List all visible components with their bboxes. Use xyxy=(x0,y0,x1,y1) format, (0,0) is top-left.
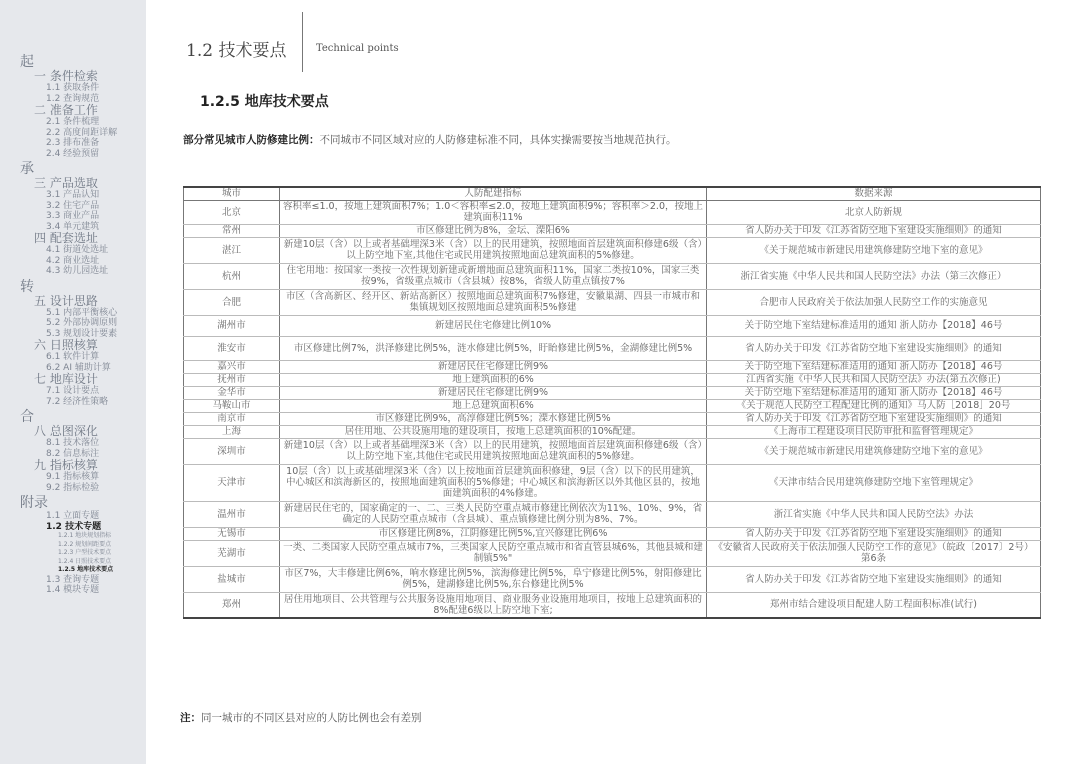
source-cell: 《上海市工程建设项目民防审批和监督管理规定》 xyxy=(707,425,1041,438)
ratio-cell: 市区修建比例9%，高淳修建比例5%；溧水修建比例5% xyxy=(280,412,707,425)
sidebar-item[interactable]: 3.2 住宅产品 xyxy=(46,200,100,211)
sidebar-item[interactable]: 承 xyxy=(20,161,34,177)
table-header-cell: 城市 xyxy=(184,187,280,200)
source-cell: 浙江省实施《中华人民共和国人民防空法》办法 xyxy=(707,501,1041,527)
table-row xyxy=(184,237,1041,263)
footnote-text: 同一城市的不同区县对应的人防比例也会有差别 xyxy=(201,712,422,724)
city-cell: 马鞍山市 xyxy=(184,399,280,412)
ratio-cell: 容积率≤1.0，按地上建筑面积7%；1.0＜容积率≤2.0，按地上建筑面积9%；容积率＞2.0，按地上建筑面积11% xyxy=(280,200,707,224)
sidebar-item[interactable]: 合 xyxy=(20,409,34,425)
sidebar-item[interactable]: 3.4 单元建筑 xyxy=(46,221,100,232)
table-row xyxy=(184,200,1041,224)
ratio-cell: 地上建筑面积的6% xyxy=(280,373,707,386)
city-cell: 抚州市 xyxy=(184,373,280,386)
sidebar-item[interactable]: 4.3 幼儿园选址 xyxy=(46,266,109,276)
ratio-cell: 市区7%，大丰修建比例6%，响水修建比例5%，滨海修建比例5%，阜宁修建比例5%，射阳修建比例5%，建湖修建比例5%,东台修建比例5% xyxy=(280,566,707,592)
source-cell: 《关于规范城市新建民用建筑修建防空地下室的意见》 xyxy=(707,237,1041,263)
city-cell: 天津市 xyxy=(184,464,280,501)
sidebar-item[interactable]: 2.2 高度间距详解 xyxy=(46,127,118,138)
table-row xyxy=(184,315,1041,336)
table-row xyxy=(184,425,1041,438)
sidebar-item[interactable]: 8.2 信息标注 xyxy=(46,448,100,459)
city-cell: 温州市 xyxy=(184,501,280,527)
ratio-cell: 市区（含高新区、经开区、新站高新区）按照地面总建筑面积7%修建，安徽巢湖、四县一市城市和集镇规划区按照地面总建筑面积5%修建 xyxy=(280,289,707,315)
table-row xyxy=(184,336,1041,360)
sidebar-item[interactable]: 二 准备工作 xyxy=(34,103,98,117)
sidebar-item[interactable]: 七 地库设计 xyxy=(34,372,98,386)
table-row xyxy=(184,399,1041,412)
city-cell: 深圳市 xyxy=(184,438,280,464)
city-cell: 湛江 xyxy=(184,237,280,263)
source-cell: 郑州市结合建设项目配建人防工程面积标准(试行) xyxy=(707,592,1041,618)
sidebar-item[interactable]: 三 产品选取 xyxy=(34,176,98,190)
table-row xyxy=(184,566,1041,592)
ratio-cell: 住宅用地：按国家一类按一次性规划新建或新增地面总建筑面积11%，国家二类按10%，国家三类按9%，省级重点城市（含县城）按8%，省级人防重点镇按7% xyxy=(280,263,707,289)
sidebar-item[interactable]: 2.3 排布准备 xyxy=(46,138,100,148)
city-cell: 盐城市 xyxy=(184,566,280,592)
sidebar-item[interactable]: 2.1 条件梳理 xyxy=(46,117,100,127)
table-row xyxy=(184,263,1041,289)
page-subtitle-en: Technical points xyxy=(316,43,399,54)
sidebar-item[interactable]: 8.1 技术落位 xyxy=(46,438,100,448)
ratio-cell: 市区修建比例8%，江阴修建比例5%,宜兴修建比例6% xyxy=(280,527,707,540)
source-cell: 《关于规范城市新建民用建筑修建防空地下室的意见》 xyxy=(707,438,1041,464)
source-cell: 《天津市结合民用建筑修建防空地下室管理规定》 xyxy=(707,464,1041,501)
sidebar-item[interactable]: 六 日照核算 xyxy=(34,338,98,352)
city-cell: 嘉兴市 xyxy=(184,360,280,373)
intro-label: 部分常见城市人防修建比例： xyxy=(183,134,320,146)
ratio-cell: 新建居民住宅修建比例9% xyxy=(280,386,707,399)
intro-text xyxy=(183,132,677,147)
table-row xyxy=(184,464,1041,501)
source-cell: 关于防空地下室结建标准适用的通知 浙人防办【2018】46号 xyxy=(707,386,1041,399)
sidebar-item[interactable]: 7.1 设计要点 xyxy=(46,386,100,396)
footnote xyxy=(180,710,422,725)
city-cell: 郑州 xyxy=(184,592,280,618)
city-cell: 金华市 xyxy=(184,386,280,399)
source-cell: 省人防办关于印发《江苏省防空地下室建设实施细则》的通知 xyxy=(707,336,1041,360)
civil-defense-ratio-table xyxy=(183,186,1041,619)
table-row xyxy=(184,386,1041,399)
sidebar-item[interactable]: 1.2.4 日照技术要点 xyxy=(58,557,112,565)
sidebar-item[interactable]: 2.4 经验预留 xyxy=(46,148,100,159)
ratio-cell: 10层（含）以上或基础埋深3米（含）以上按地面首层建筑面积修建，9层（含）以下的民用建筑，中心城区和滨海新区的，按照地面建筑面积的5%修建；中心城区和滨海新区以外其他区县的，按地面建筑面积的4%修建。 xyxy=(280,464,707,501)
ratio-cell: 新建10层（含）以上或者基础埋深3米（含）以上的民用建筑，按照地面首层建筑面积修建6级（含）以上防空地下室,其他住宅或民用建筑按照地面总建筑面积的5%修建。 xyxy=(280,237,707,263)
source-cell: 江西省实施《中华人民共和国人民防空法》办法(第五次修正) xyxy=(707,373,1041,386)
table-row xyxy=(184,373,1041,386)
sidebar-item[interactable]: 1.3 查询专题 xyxy=(46,574,100,585)
ratio-cell: 市区修建比例7%，洪泽修建比例5%，涟水修建比例5%，盱眙修建比例5%，金湖修建比例5% xyxy=(280,336,707,360)
sidebar-item[interactable]: 九 指标核算 xyxy=(34,458,98,472)
ratio-cell: 地上总建筑面积6% xyxy=(280,399,707,412)
source-cell: 关于防空地下室结建标准适用的通知 浙人防办【2018】46号 xyxy=(707,360,1041,373)
sidebar-item[interactable]: 附录 xyxy=(20,495,48,511)
sidebar-item[interactable]: 4.1 街道处选址 xyxy=(46,245,109,255)
section-title: 1.2.5 地库技术要点 xyxy=(200,94,329,110)
ratio-cell: 新建居民住宅修建比例9% xyxy=(280,360,707,373)
table-header-cell: 人防配建指标 xyxy=(280,187,707,200)
city-cell: 南京市 xyxy=(184,412,280,425)
sidebar-item[interactable]: 3.1 产品认知 xyxy=(46,190,100,200)
table-row xyxy=(184,289,1041,315)
ratio-cell: 新建10层（含）以上或者基础埋深3米（含）以上的民用建筑，按照地面首层建筑面积修建6级（含）以上防空地下室,其他住宅或民用建筑按照地面总建筑面积的5%修建。 xyxy=(280,438,707,464)
sidebar-item[interactable]: 6.2 AI 辅助计算 xyxy=(46,362,111,373)
sidebar-item[interactable]: 5.1 内部平衡核心 xyxy=(46,307,118,318)
sidebar-item[interactable]: 5.2 外部协调原则 xyxy=(46,318,118,328)
city-cell: 北京 xyxy=(184,200,280,224)
sidebar-item[interactable]: 1.2.1 地块规划指标 xyxy=(58,532,112,539)
ratio-cell: 居住用地项目、公共管理与公共服务设施用地项目、商业服务业设施用地项目，按地上总建筑面积的8%配建6级以上防空地下室; xyxy=(280,592,707,618)
source-cell: 《安徽省人民政府关于依法加强人民防空工作的意见》（皖政〔2017〕2号）第6条 xyxy=(707,540,1041,566)
sidebar-item[interactable]: 1.2 技术专题 xyxy=(46,521,102,532)
sidebar-item[interactable]: 1.1 立面专题 xyxy=(46,511,100,521)
sidebar-item[interactable]: 1.2 查询规范 xyxy=(46,93,100,104)
ratio-cell: 居住用地、公共设施用地的建设项目，按地上总建筑面积的10%配建。 xyxy=(280,425,707,438)
city-cell: 杭州 xyxy=(184,263,280,289)
sidebar-item[interactable]: 1.2.3 户型技术要点 xyxy=(58,549,112,556)
city-cell: 常州 xyxy=(184,224,280,237)
sidebar-item[interactable]: 3.3 商业产品 xyxy=(46,211,100,221)
source-cell: 《关于规范人民防空工程配建比例的通知》马人防［2018］20号 xyxy=(707,399,1041,412)
source-cell: 省人防办关于印发《江苏省防空地下室建设实施细则》的通知 xyxy=(707,224,1041,237)
sidebar-item[interactable]: 一 条件检索 xyxy=(34,69,98,83)
table-row xyxy=(184,438,1041,464)
ratio-cell: 市区修建比例为8%，金坛、溧阳6% xyxy=(280,224,707,237)
city-cell: 芜湖市 xyxy=(184,540,280,566)
intro-body: 不同城市不同区域对应的人防修建标准不同，具体实操需要按当地规范执行。 xyxy=(319,134,677,146)
ratio-cell: 新建居民住宅修建比例10% xyxy=(280,315,707,336)
ratio-cell: 一类、二类国家人民防空重点城市7%，三类国家人民防空重点城市和省直管县城6%，其他县城和建制镇5%" xyxy=(280,540,707,566)
city-cell: 上海 xyxy=(184,425,280,438)
footnote-label: 注： xyxy=(180,712,201,724)
sidebar-item[interactable]: 1.2.2 规划间距要点 xyxy=(58,540,112,548)
sidebar-item[interactable]: 1.1 获取条件 xyxy=(46,83,100,93)
sidebar-item[interactable]: 9.1 指标核算 xyxy=(46,472,100,482)
header-divider xyxy=(302,12,303,72)
table-row xyxy=(184,540,1041,566)
city-cell: 淮安市 xyxy=(184,336,280,360)
table-row xyxy=(184,527,1041,540)
source-cell: 省人防办关于印发《江苏省防空地下室建设实施细则》的通知 xyxy=(707,527,1041,540)
sidebar-item[interactable]: 6.1 软件计算 xyxy=(46,352,100,362)
table-row xyxy=(184,224,1041,237)
source-cell: 省人防办关于印发《江苏省防空地下室建设实施细则》的通知 xyxy=(707,412,1041,425)
source-cell: 省人防办关于印发《江苏省防空地下室建设实施细则》的通知 xyxy=(707,566,1041,592)
ratio-cell: 新建居民住宅的，国家确定的一、二、三类人民防空重点城市修建比例依次为11%、10%、9%，省确定的人民防空重点城市（含县城）、重点镇修建比例分别为8%、7%。 xyxy=(280,501,707,527)
sidebar-item[interactable]: 五 设计思路 xyxy=(34,293,98,308)
sidebar-item[interactable]: 转 xyxy=(20,278,34,295)
sidebar-item[interactable]: 5.3 规划设计要素 xyxy=(46,328,118,339)
sidebar-item[interactable]: 起 xyxy=(20,54,34,70)
city-cell: 无锡市 xyxy=(184,527,280,540)
city-cell: 合肥 xyxy=(184,289,280,315)
table-row xyxy=(184,412,1041,425)
source-cell: 合肥市人民政府关于依法加强人民防空工作的实施意见 xyxy=(707,289,1041,315)
table-header-cell: 数据来源 xyxy=(707,187,1041,200)
table-header-row xyxy=(184,187,1041,200)
table-row xyxy=(184,592,1041,618)
source-cell: 浙江省实施《中华人民共和国人民防空法》办法（第三次修正） xyxy=(707,263,1041,289)
sidebar-item[interactable]: 1.4 模块专题 xyxy=(46,585,100,595)
sidebar-item[interactable]: 7.2 经济性策略 xyxy=(46,396,109,407)
city-cell: 湖州市 xyxy=(184,315,280,336)
table-row xyxy=(184,360,1041,373)
table-row xyxy=(184,501,1041,527)
sidebar-item[interactable]: 1.2.5 地库技术要点 xyxy=(58,566,114,573)
page-title: 1.2 技术要点 xyxy=(186,41,287,61)
sidebar-item[interactable]: 4.2 商业选址 xyxy=(46,255,100,266)
sidebar-nav xyxy=(0,0,146,764)
source-cell: 北京人防新规 xyxy=(707,200,1041,224)
sidebar-item[interactable]: 四 配套选址 xyxy=(34,231,98,245)
sidebar-item[interactable]: 八 总图深化 xyxy=(34,424,98,438)
source-cell: 关于防空地下室结建标准适用的通知 浙人防办【2018】46号 xyxy=(707,315,1041,336)
sidebar-item[interactable]: 9.2 指标检验 xyxy=(46,482,100,493)
